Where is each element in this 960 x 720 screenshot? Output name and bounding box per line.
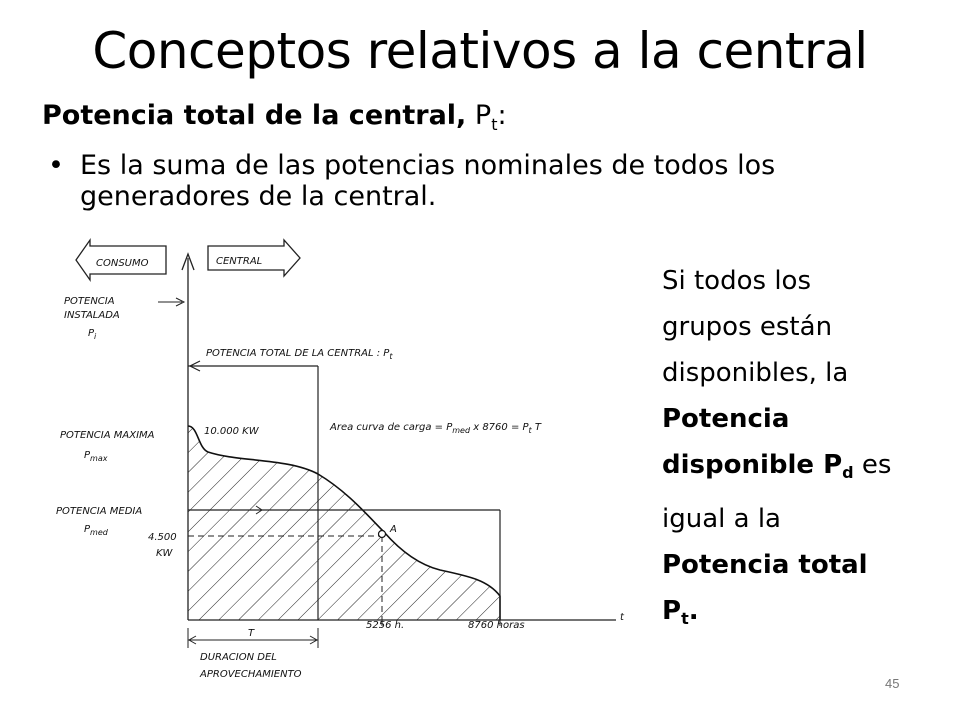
point-a-label: A xyxy=(390,524,397,535)
pot-max-label-2: $P_{max}$ xyxy=(84,450,108,463)
subtitle-bold: Potencia total de la central, xyxy=(42,100,467,131)
x-label-5256: 5256 h. xyxy=(366,620,405,631)
pot-med-value: 4.500 xyxy=(148,532,177,543)
side-line-4: Potencia xyxy=(662,404,790,434)
bullet-text: Es la suma de las potencias nominales de todos los generadores de la central. xyxy=(80,150,776,212)
slide-title: Conceptos relativos a la central xyxy=(92,22,868,80)
pot-med-label-1: POTENCIA MEDIA xyxy=(56,506,143,517)
x-axis-label: t xyxy=(620,612,624,623)
x-label-8760: 8760 horas xyxy=(468,620,525,631)
consumo-label: CONSUMO xyxy=(96,258,149,269)
central-label: CENTRAL xyxy=(216,256,263,267)
pot-med-unit: KW xyxy=(156,548,173,559)
pot-max-value: 10.000 KW xyxy=(204,426,259,437)
subtitle-subscript: t xyxy=(491,115,498,134)
pot-instalada-label-3: $P_i$ xyxy=(88,328,97,341)
point-a-marker xyxy=(379,531,386,538)
area-formula: Area curva de carga = $P_{med}$ x $8760 = P_t$ T xyxy=(330,422,541,435)
load-curve-diagram xyxy=(48,236,633,688)
page-number: 45 xyxy=(885,676,900,691)
load-curve-area xyxy=(188,426,500,620)
duracion-label-2: APROVECHAMIENTO xyxy=(200,669,302,680)
side-line-3: disponibles, la xyxy=(662,358,849,388)
side-line-2: grupos están xyxy=(662,312,833,342)
pot-med-label-2: $P_{med}$ xyxy=(84,524,108,537)
side-line-6: igual a la xyxy=(662,504,781,534)
pot-max-label-1: POTENCIA MAXIMA xyxy=(60,430,155,441)
subtitle xyxy=(42,100,507,134)
side-note xyxy=(662,258,922,642)
pot-total-label: POTENCIA TOTAL DE LA CENTRAL : $P_t$ xyxy=(206,348,393,361)
pot-instalada-label-1: POTENCIA xyxy=(64,296,115,307)
side-line-5: disponible Pd es xyxy=(662,450,892,482)
subtitle-symbol: P xyxy=(474,100,492,131)
subtitle-colon: : xyxy=(497,100,507,131)
t-label: T xyxy=(248,628,255,639)
duracion-label-1: DURACION DEL xyxy=(200,652,277,663)
pot-instalada-label-2: INSTALADA xyxy=(64,310,120,321)
bullet-marker: • xyxy=(48,150,64,181)
side-line-8: Pt. xyxy=(662,596,699,628)
side-line-1: Si todos los xyxy=(662,266,811,296)
side-line-7: Potencia total xyxy=(662,550,868,580)
